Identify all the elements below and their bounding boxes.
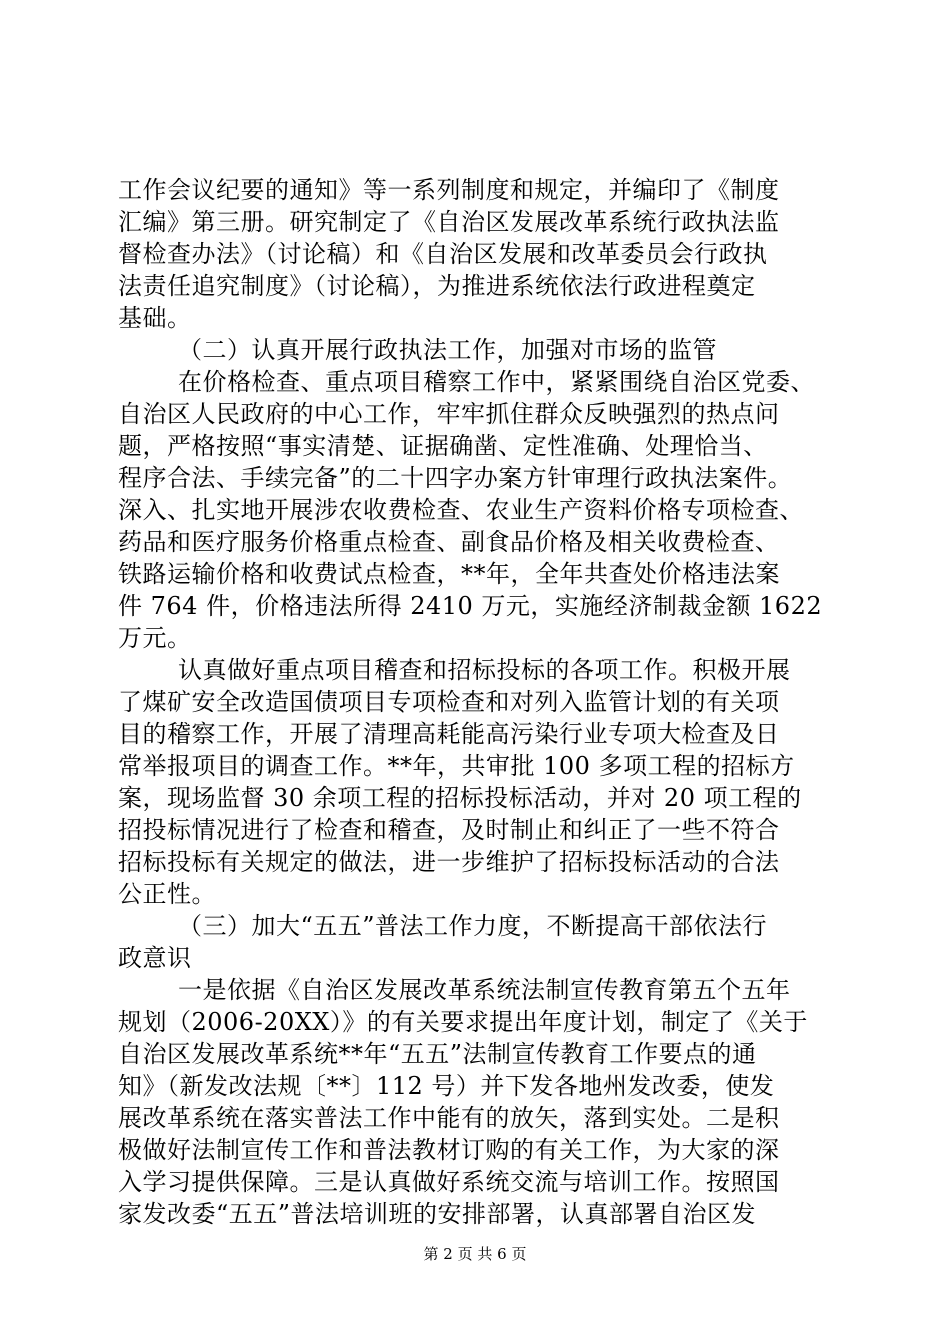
section-heading: （二）认真开展行政执法工作，加强对市场的监管 (178, 336, 717, 364)
text-line: 规划（2006-20XX）》的有关要求提出年度计划，制定了《关于 (118, 1008, 808, 1036)
text-line: 极做好法制宣传工作和普法教材订购的有关工作，为大家的深 (118, 1136, 780, 1164)
text-line: 案，现场监督 30 余项工程的招标投标活动，并对 20 项工程的 (118, 784, 802, 812)
text-line: 自治区人民政府的中心工作，牢牢抓住群众反映强烈的热点问 (118, 400, 780, 428)
section-heading: （三）加大“五五”普法工作力度，不断提高干部依法行 (178, 912, 768, 940)
text-line: 基础。 (118, 304, 192, 332)
text-line: 了煤矿安全改造国债项目专项检查和对列入监管计划的有关项 (118, 688, 780, 716)
text-line: 招标投标有关规定的做法，进一步维护了招标投标活动的合法 (118, 848, 780, 876)
text-line: 自治区发展改革系统**年“五五”法制宣传教育工作要点的通 (118, 1040, 757, 1068)
text-line: 知》（新发改法规〔**〕112 号）并下发各地州发改委，使发 (118, 1072, 775, 1100)
text-line: 题，严格按照“事实清楚、证据确凿、定性准确、处理恰当、 (118, 432, 768, 460)
text-line: 常举报项目的调查工作。**年，共审批 100 多项工程的招标方 (118, 752, 795, 780)
text-line: 程序合法、手续完备”的二十四字办案方针审理行政执法案件。 (118, 464, 793, 492)
text-line: 目的稽察工作，开展了清理高耗能高污染行业专项大检查及日 (118, 720, 780, 748)
text-line: 招投标情况进行了检查和稽查，及时制止和纠正了一些不符合 (118, 816, 780, 844)
text-line: 家发改委“五五”普法培训班的安排部署，认真部署自治区发 (118, 1200, 757, 1228)
text-line: 汇编》第三册。研究制定了《自治区发展改革系统行政执法监 (118, 208, 780, 236)
text-line: 在价格检查、重点项目稽察工作中，紧紧围绕自治区党委、 (178, 368, 815, 396)
text-line: 一是依据《自治区发展改革系统法制宣传教育第五个五年 (178, 976, 791, 1004)
text-line: 公正性。 (118, 880, 216, 908)
page-number-footer: 第 2 页 共 6 页 (423, 1245, 527, 1263)
text-line: 药品和医疗服务价格重点检查、副食品价格及相关收费检查、 (118, 528, 780, 556)
text-line: 展改革系统在落实普法工作中能有的放矢，落到实处。二是积 (118, 1104, 780, 1132)
text-line: 深入、扎实地开展涉农收费检查、农业生产资料价格专项检查、 (118, 496, 804, 524)
text-line: 法责任追究制度》（讨论稿），为推进系统依法行政进程奠定 (118, 272, 756, 300)
text-line: 工作会议纪要的通知》等一系列制度和规定，并编印了《制度 (118, 176, 780, 204)
text-line: 铁路运输价格和收费试点检查，**年，全年共查处价格违法案 (118, 560, 780, 588)
text-line: 入学习提供保障。三是认真做好系统交流与培训工作。按照国 (118, 1168, 780, 1196)
section-heading: 政意识 (118, 944, 192, 972)
text-line: 万元。 (118, 624, 192, 652)
text-line: 认真做好重点项目稽查和招标投标的各项工作。积极开展 (178, 656, 791, 684)
text-line: 督检查办法》（讨论稿）和《自治区发展和改革委员会行政执 (118, 240, 768, 268)
text-line: 件 764 件，价格违法所得 2410 万元，实施经济制裁金额 1622 (118, 592, 823, 620)
